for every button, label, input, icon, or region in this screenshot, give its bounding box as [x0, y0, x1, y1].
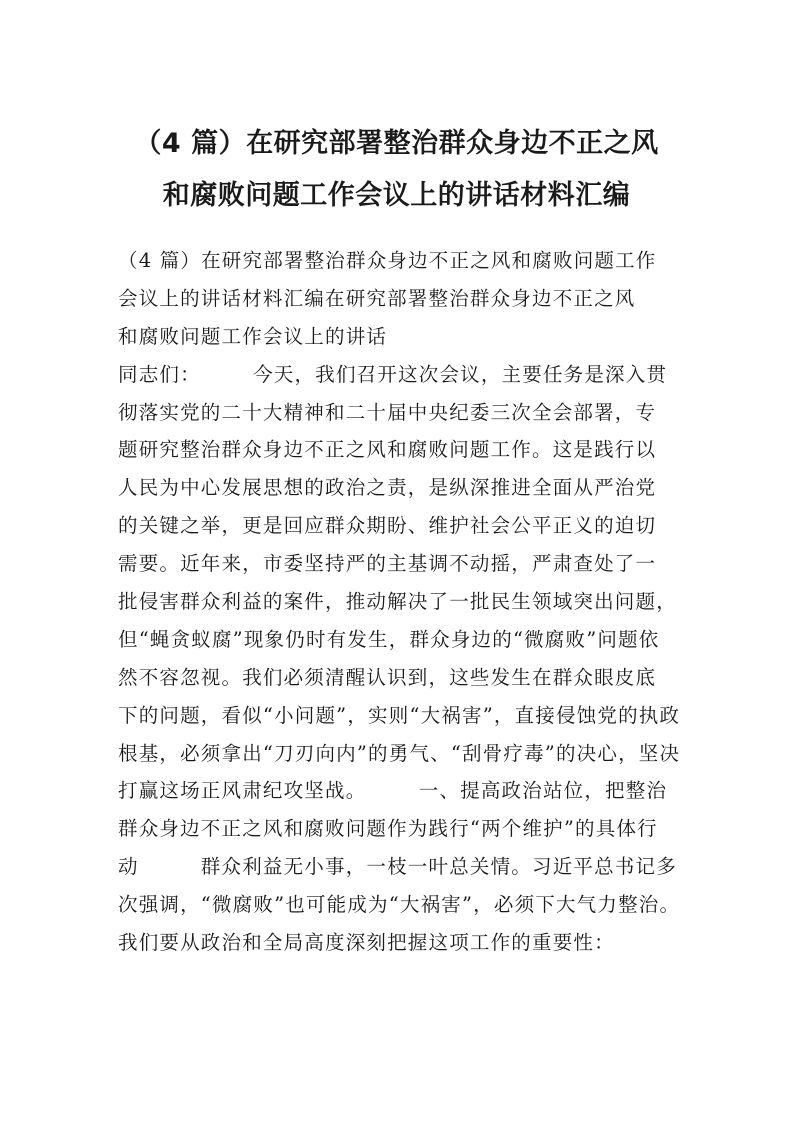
body-line: 同志们： 今天，我们召开这次会议，主要任务是深入贯 — [118, 362, 668, 386]
body-line: 但“蝇贪蚁腐”现象仍时有发生，群众身边的“微腐败”问题依 — [118, 627, 660, 651]
body-line: 群众身边不正之风和腐败问题作为践行“两个维护”的具体行 — [118, 817, 658, 841]
body-line: 人民为中心发展思想的政治之责，是纵深推进全面从严治党 — [118, 476, 657, 500]
body-line: 需要。近年来，市委坚持严的主基调不动摇，严肃查处了一 — [118, 552, 657, 576]
body-line: 彻落实党的二十大精神和二十届中央纪委三次全会部署，专 — [118, 400, 657, 424]
body-line: 打赢这场正风肃纪攻坚战。 一、提高政治站位，把整治 — [118, 779, 668, 803]
body-line: 次强调，“微腐败”也可能成为“大祸害”，必须下大气力整治。 — [118, 893, 681, 917]
body-line: 的关键之举，更是回应群众期盼、维护社会公平正义的迫切 — [118, 514, 657, 538]
body-line: 根基，必须拿出“刀刃向内”的勇气、“刮骨疗毒”的决心，坚决 — [118, 741, 681, 765]
body-line: 动 群众利益无小事，一枝一叶总关情。习近平总书记多 — [118, 855, 677, 879]
document-body — [118, 242, 681, 962]
body-line: 下的问题，看似“小问题”，实则“大祸害”，直接侵蚀党的执政 — [118, 703, 681, 727]
body-line: （4 篇）在研究部署整治群众身边不正之风和腐败问题工作 — [118, 249, 657, 272]
body-line: 我们要从政治和全局高度深刻把握这项工作的重要性： — [118, 931, 615, 955]
body-line: 然不容忽视。我们必须清醒认识到，这些发生在群众眼皮底 — [118, 665, 657, 689]
body-line: 和腐败问题工作会议上的讲话 — [118, 324, 388, 348]
body-line: 题研究整治群众身边不正之风和腐败问题工作。这是践行以 — [118, 438, 657, 462]
document-title-line-2: 和腐败问题工作会议上的讲话材料汇编 — [162, 180, 631, 211]
body-line: 批侵害群众利益的案件，推动解决了一批民生领域突出问题， — [118, 590, 677, 614]
body-line: 会议上的讲话材料汇编在研究部署整治群众身边不正之风 — [118, 286, 636, 310]
document-title-line-1: （4 篇）在研究部署整治群众身边不正之风 — [134, 128, 659, 159]
